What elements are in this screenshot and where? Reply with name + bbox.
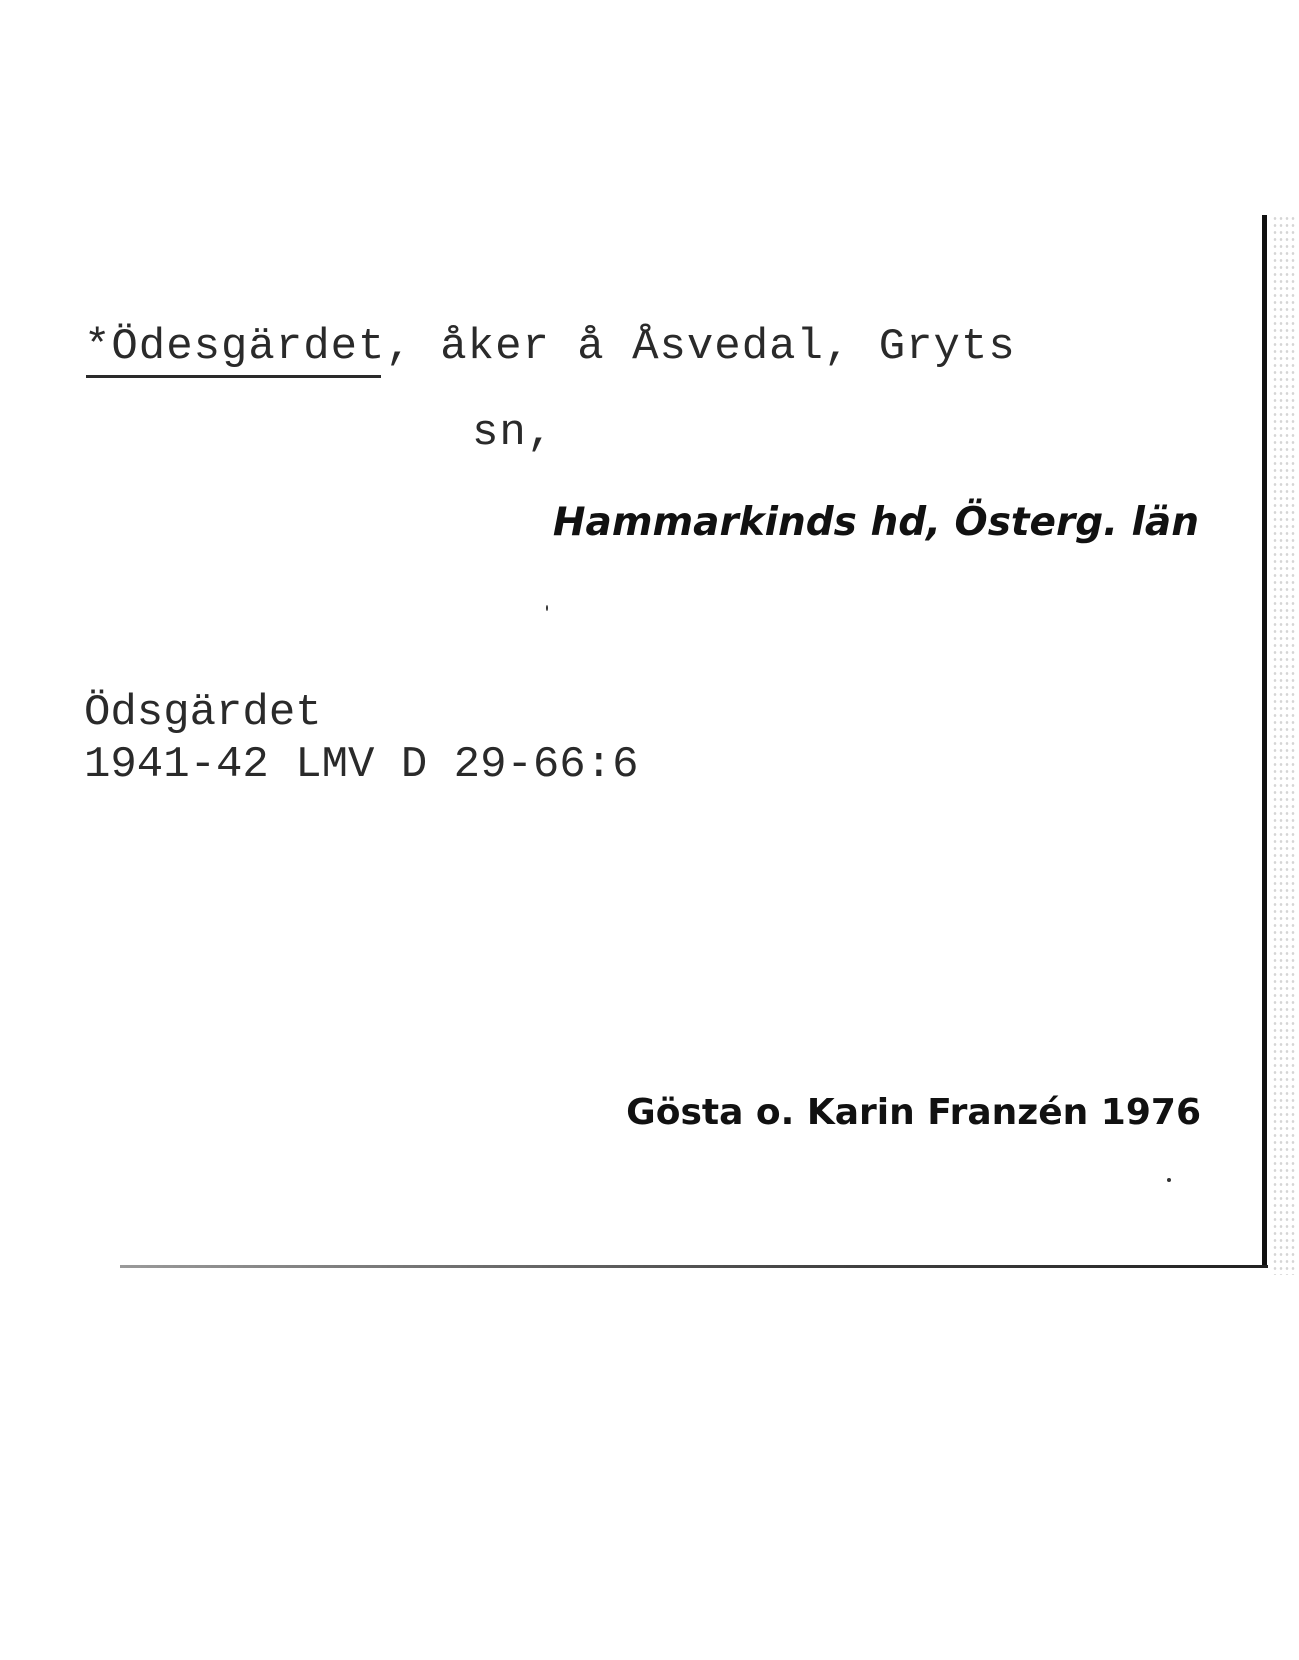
entry-description-continued: sn, bbox=[472, 408, 555, 458]
district-stamp: Hammarkinds hd, Österg. län bbox=[552, 500, 1199, 545]
variant-form: Ödsgärdet bbox=[84, 688, 322, 738]
entry-line bbox=[84, 322, 1016, 372]
headword: *Ödesgärdet bbox=[84, 322, 386, 372]
card-bottom-edge bbox=[120, 1265, 1268, 1268]
collector-stamp: Gösta o. Karin Franzén 1976 bbox=[626, 1092, 1201, 1133]
card-right-edge-texture bbox=[1272, 215, 1296, 1275]
ink-speck bbox=[1167, 1178, 1171, 1182]
ink-speck bbox=[546, 605, 548, 611]
source-reference: 1941-42 LMV D 29-66:6 bbox=[84, 740, 639, 790]
card-right-edge bbox=[1262, 215, 1267, 1265]
entry-description: , åker å Åsvedal, Gryts bbox=[385, 322, 1016, 372]
